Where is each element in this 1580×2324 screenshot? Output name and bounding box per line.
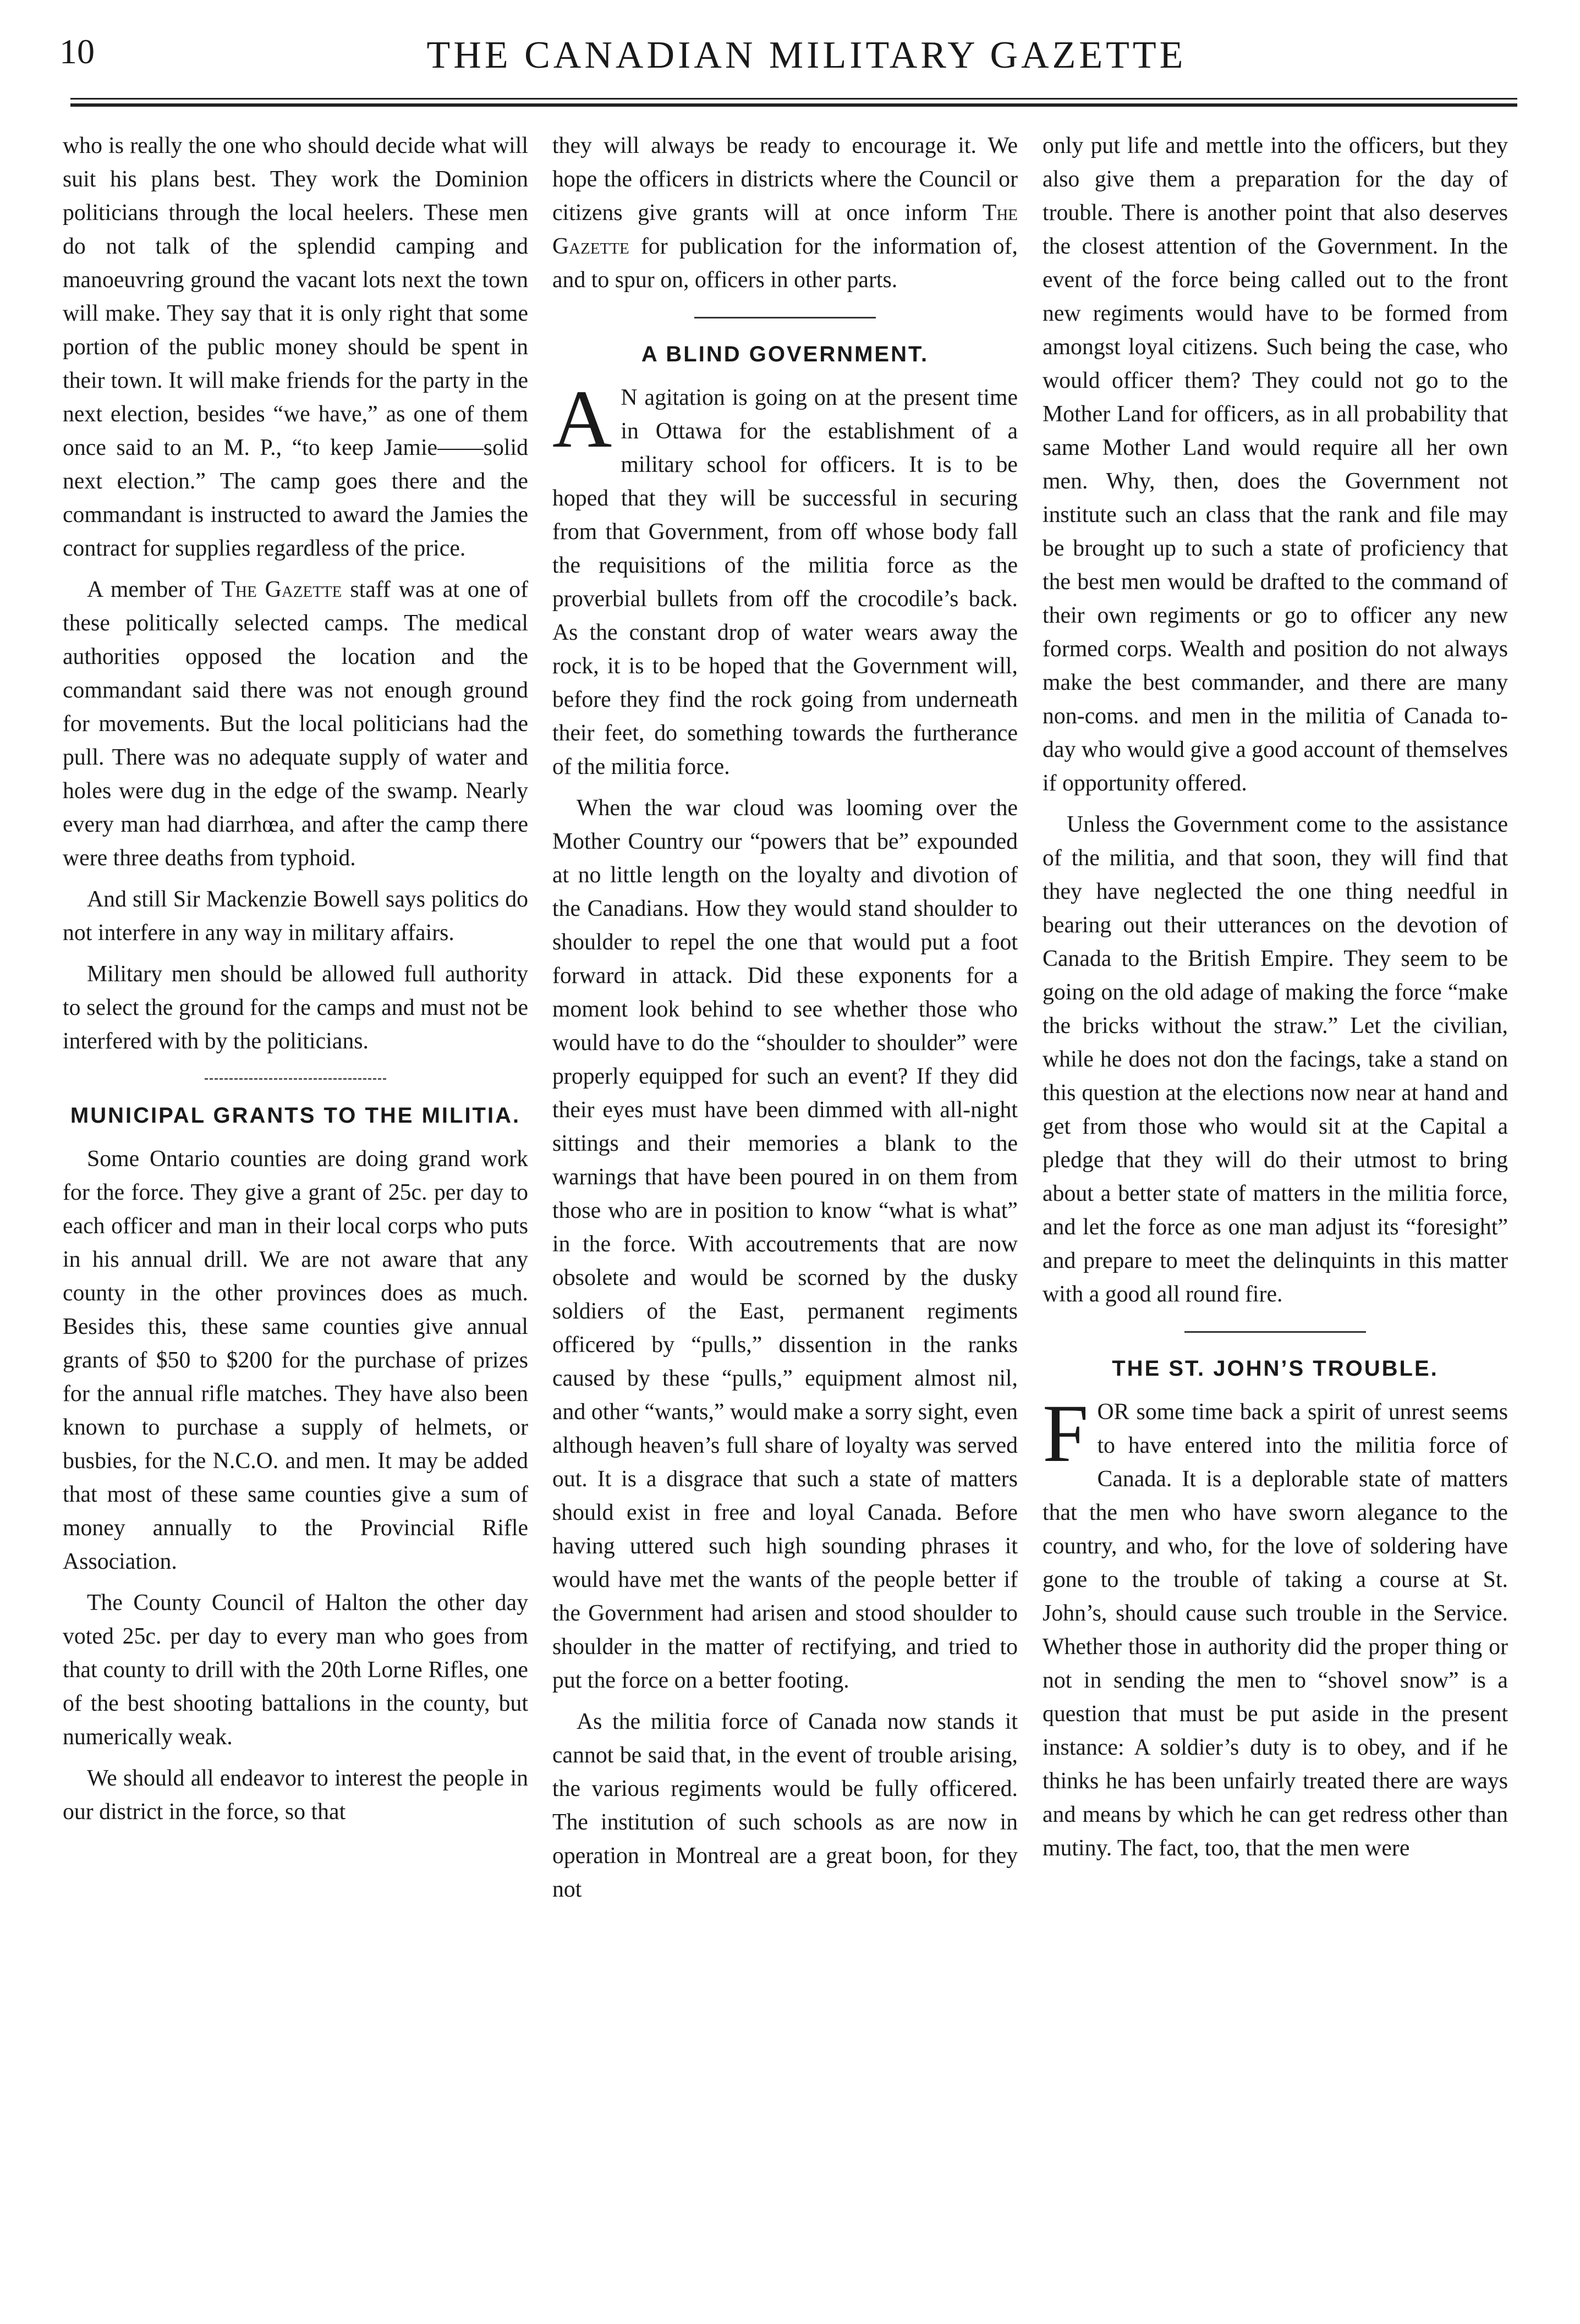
paragraph [552,129,1018,297]
publication-name: The Gazette [552,200,1018,259]
drop-cap: A [552,373,612,465]
header-rule-thin [70,98,1517,100]
paragraph: When the war cloud was looming over the Mother Country our “powers that be” expounded at no little length on the loyalty and divotion of the Canadians. How they would stand shoulder to shoulder to repel the one that would put a foot forward in attack. Did these exponents for a moment look behind to see whether those who would have to do the “shoulder to shoulder” were properly equipped for such an event? If they did their eyes must have been dimmed with all-night sittings and their memories a blank to the warnings that have been poured in on them from those who are in position to know “what is what” in the force. With accoutrements that are now obsolete and would be scorned by the dusky soldiers of the East, permanent regiments officered by “pulls,” dissention in the ranks caused by these “pulls,” equipment almost nil, and other “wants,” would make a sorry sight, even although heaven’s full share of loyalty was served out. It is a disgrace that such a state of matters should exist in free and loyal Canada. Before having uttered such high sounding phrases it would have met the wants of the people better if the Government had arisen and stood shoulder to shoulder in the matter of rectifying, and tried to put the force on a better footing. [552,795,1018,1693]
section-divider [205,1078,386,1080]
paragraph-text: staff was at one of these politically selected camps. The medical authorities opposed the location and the commandant said there was not enough ground for movements. But the local politicians had the pull. There was no adequate supply of water and holes were dug in the edge of the swamp. Nearly every man had diarrhœa, and after the camp there were three deaths from typhoid. [63,577,528,871]
paragraph: As the militia force of Canada now stands it cannot be said that, in the event of trouble arising, the various regiments would be fully officered. The institution of such schools as are now in operation in Montreal are a great boon, for they not [552,1709,1018,1902]
article-heading: A BLIND GOVERNMENT. [641,342,929,366]
paragraph: Some Ontario counties are doing grand work for the force. They give a grant of 25c. per day to each officer and man in their local corps who puts in his annual drill. We are not aware that any county in the other provinces does as much. Besides this, these same counties give annual grants of $50 to $200 for the purchase of prizes for the annual rifle matches. They have also been known to purchase a supply of helmets, or busbies, for the N.C.O. and men. It may be added that most of these same counties give a sum of money annually to the Provincial Rifle Association. [63,1146,528,1574]
paragraph [1043,1388,1508,1865]
article-heading: MUNICIPAL GRANTS TO THE MILITIA. [70,1103,521,1128]
article-heading: THE ST. JOHN’S TROUBLE. [1112,1356,1439,1381]
column-1 [63,129,528,1837]
paragraph: only put life and mettle into the officers, but they also give them a preparation for the day of trouble. There is another point that also deserves the closest attention of the Government. In the event of the force being called out to the front new regiments would have to be formed from amongst loyal citizens. Such being the case, who would officer them? They could not go to the Mother Land for officers, as in all probability that same Mother Land would require all her own men. Why, then, does the Government not institute such an class that the rank and file may be brought up to such a state of proficiency that the best men would be drafted to the command of their own regiments or go to officer any new formed corps. Wealth and position do not always make the best commander, and there are many non-coms. and men in the militia of Canada to-day who would give a good account of themselves if opportunity offered. [1043,133,1508,796]
paragraph: Military men should be allowed full authority to select the ground for the camps and must not be interfered with by the politicians. [63,962,528,1054]
publication-name: The Gazette [221,577,342,602]
header-rule-thick [70,103,1517,107]
page-number: 10 [59,32,95,71]
paragraph: The County Council of Halton the other day voted 25c. per day to every man who goes from that county to drill with the 20th Lorne Rifles, one of the best shooting battalions in the county, but numerically weak. [63,1590,528,1750]
paragraph-text: N agitation is going on at the present time in Ottawa for the establishment of a military school for officers. It is to be hoped that they will be successful in securing from that Government, from off whose body fall the requisitions of the militia force as the proverbial bullets from off the crocodile’s back. As the constant drop of water wears away the rock, it is to be hoped that the Government will, before they find the rock going from underneath their feet, do something towards the furtherance of the militia force. [552,385,1018,779]
paragraph: who is really the one who should decide what will suit his plans best. They work the Dominion politicians through the local heelers. These men do not talk of the splendid camping and manoeuvring ground the vacant lots next the town will make. They say that it is only right that some portion of the public money should be spent in their town. It will make friends for the party in the next election, besides “we have,” as one of them once said to an M. P., “to keep Jamie——solid next election.” The camp goes there and the commandant is instructed to award the Jamies the contract for supplies regardless of the price. [63,133,528,561]
paragraph-text: for publication for the information of, and to spur on, officers in other parts. [552,234,1018,293]
paragraph-text: OR some time back a spirit of unrest seems to have entered into the militia force of Canada. It is a deplorable state of matters that the men who have sworn alegance to the country, and who, for the love of soldering have gone to the trouble of taking a course at St. John’s, should cause such trouble in the Service. Whether those in authority did the proper thing or not in sending the men to “shovel snow” is a question that must be put aside in the present instance: A soldier’s duty is to obey, and if he thinks he has been unfairly treated there are ways and means by which he can get redress other than mutiny. The fact, too, that the men were [1043,1399,1508,1861]
drop-cap: F [1043,1388,1089,1479]
section-divider [1184,1331,1366,1333]
paragraph-text: A member of [87,577,222,602]
paragraph: And still Sir Mackenzie Bowell says politics do not interfere in any way in military affairs. [63,887,528,946]
column-3 [1043,129,1508,1873]
paragraph-text: they will always be ready to encourage it. We hope the officers in districts where the Council or citizens give grants will at once inform [552,133,1018,226]
masthead-title: THE CANADIAN MILITARY GAZETTE [426,34,1187,76]
paragraph: Unless the Government come to the assistance of the militia, and that soon, they will find that they have neglected the one thing needful in bearing out their utterances on the devotion of Canada to the British Empire. They seem to be going on the old adage of making the force “make the bricks without the straw.” Let the civilian, while he does not don the facings, take a stand on this question at the elections now near at hand and get from those who would sit at the Capital a pledge that they will do their utmost to bring about a better state of matters in the militia force, and let the force as one man adjust its “foresight” and prepare to meet the delinquints in this matter with a good all round fire. [1043,812,1508,1307]
paragraph [63,573,528,875]
paragraph: We should all endeavor to interest the people in our district in the force, so that [63,1766,528,1825]
paragraph [552,373,1018,784]
section-divider [694,317,876,318]
column-2 [552,129,1018,1914]
